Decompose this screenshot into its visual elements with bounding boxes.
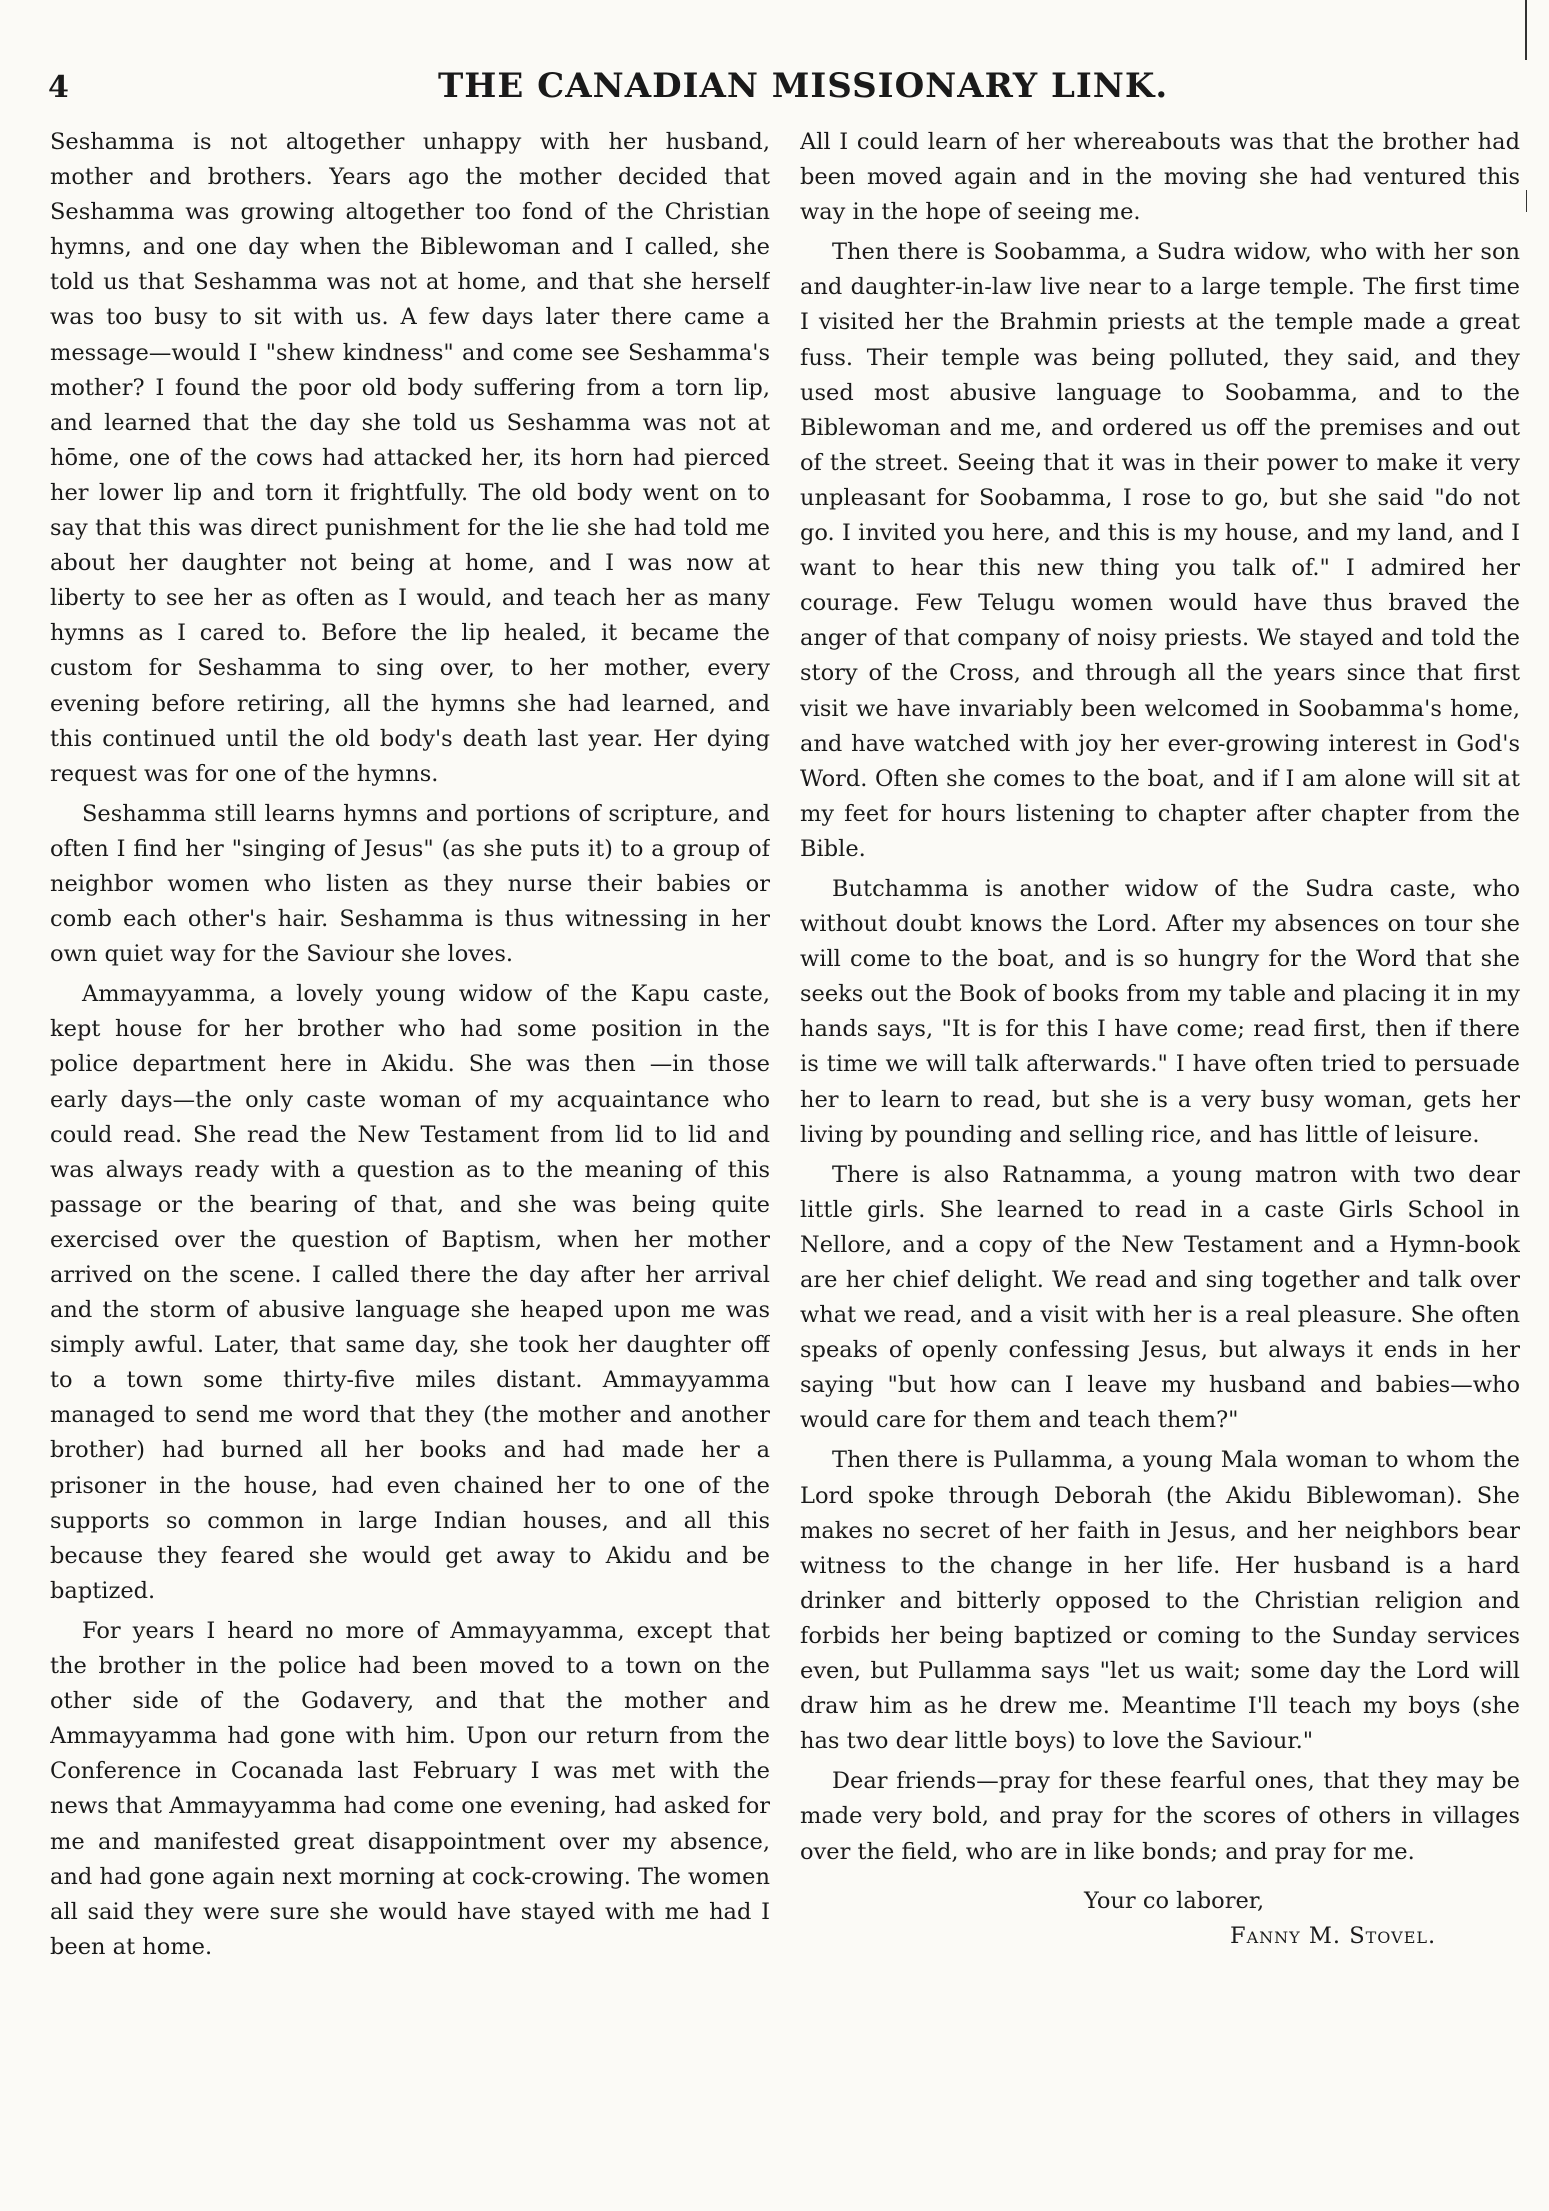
paragraph-butchamma: Butchamma is another widow of the Sudra caste, who without doubt knows the Lord. After my absences on tour she will come to the boat, and is so hungry for the Word that she seeks out the Book of books from my table and placing it in my hands says, "It is for this I have come; read first, then if there is time we will talk afterwards." I have often tried to persuade her to learn to read, but she is a very busy woman, gets her living by pounding and selling rice, and has little of leisure. <box>800 875 1520 1148</box>
paragraph-seshamma-1: Seshamma is not altogether unhappy with her husband, mother and brothers. Years ago the mother decided that Seshamma was growing altogether too fond of the Christian hymns, and one day when the Biblewoman and I called, she told us that Seshamma was not at home, and that she herself was too busy to sit with us. A few days later there came a message—would I "shew kindness" and come see Seshamma's mother? I found the poor old body suffering from a torn lip, and learned that the day she told us Seshamma was not at hōme, one of the cows had attacked her, its horn had pierced her lower lip and torn it frightfully. The old body went on to say that this was direct punishment for the lie she had told me about her daughter not being at home, and I was now at liberty to see her as often as I would, and teach her as many hymns as I cared to. Before the lip healed, it became the custom for Seshamma to sing over, to her mother, every evening before retiring, all the hymns she had learned, and this continued until the old body's death last year. Her dying request was for one of the hymns. <box>50 129 770 787</box>
letter-closing <box>800 1884 1520 1954</box>
paragraph-pullamma: Then there is Pullamma, a young Mala woman to whom the Lord spoke through Deborah (the Akidu Biblewoman). She makes no secret of her faith in Jesus, and her neighbors bear witness to the change in her life. Her husband is a hard drinker and bitterly opposed to the Christian religion and forbids her being baptized or coming to the Sunday services even, but Pullamma says "let us wait; some day the Lord will draw him as he drew me. Meantime I'll teach my boys (she has two dear little boys) to love the Saviour." <box>800 1447 1520 1755</box>
scan-edge-mark <box>1526 190 1527 212</box>
page-header <box>48 62 1169 122</box>
scan-edge-mark <box>1525 0 1527 60</box>
paragraph-ammayyamma-1: Ammayyamma, a lovely young widow of the Kapu caste, kept house for her brother who had some position in the police department here in Akidu. She was then —in those early days—the only caste woman of my acquaintance who could read. She read the New Testament from lid to lid and was always ready with a question as to the meaning of this passage or the bearing of that, and she was being quite exercised over the question of Baptism, when her mother arrived on the scene. I called there the day after her arrival and the storm of abusive language she heaped upon me was simply awful. Later, that same day, she took her daughter off to a town some thirty-five miles distant. Ammayyamma managed to send me word that they (the mother and another brother) had burned all her books and had made her a prisoner in the house, had even chained her to one of the supports so common in large Indian houses, and all this because they feared she would get away to Akidu and be baptized. <box>50 981 770 1604</box>
paragraph-whereabouts: All I could learn of her whereabouts was that the brother had been moved again and in the moving she had ventured this way in the hope of seeing me. <box>800 129 1520 226</box>
left-column <box>50 125 770 2195</box>
paragraph-ammayyamma-2: For years I heard no more of Ammayyamma, except that the brother in the police had been moved to a town on the other side of the Godavery, and that the mother and Ammayyamma had gone with him. Upon our return from the Conference in Cocanada last February I was met with the news that Ammayyamma had come one evening, had asked for me and manifested great disappointment over my absence, and had gone again next morning at cock-crowing. The women all said they were sure she would have stayed with me had I been at home. <box>50 1617 770 1960</box>
page-number: 4 <box>48 70 69 105</box>
right-column <box>800 125 1520 2195</box>
paragraph-soobamma: Then there is Soobamma, a Sudra widow, who with her son and daughter-in-law live near to a large temple. The first time I visited her the Brahmin priests at the temple made a great fuss. Their temple was being polluted, they said, and they used most abusive language to Soobamma, and to the Biblewoman and me, and ordered us off the premises and out of the street. Seeing that it was in their power to make it very unpleasant for Soobamma, I rose to go, but she said "do not go. I invited you here, and this is my house, and my land, and I want to hear this new thing you talk of." I admired her courage. Few Telugu women would have thus braved the anger of that company of noisy priests. We stayed and told the story of the Cross, and through all the years since that first visit we have invariably been welcomed in Soobamma's home, and have watched with joy her ever-growing interest in God's Word. Often she comes to the boat, and if I am alone will sit at my feet for hours listening to chapter after chapter from the Bible. <box>800 239 1520 862</box>
paragraph-ratnamma: There is also Ratnamma, a young matron with two dear little girls. She learned to read in a caste Girls School in Nellore, and a copy of the New Testament and a Hymn-book are her chief delight. We read and sing together and talk over what we read, and a visit with her is a real pleasure. She often speaks of openly confessing Jesus, but always it ends in her saying "but how can I leave my husband and babies—who would care for them and teach them?" <box>800 1161 1520 1434</box>
author-signature: Fanny M. Stovel. <box>1230 1922 1437 1949</box>
journal-title: THE CANADIAN MISSIONARY LINK. <box>438 66 1169 106</box>
closing-salutation: Your co laborer, <box>1084 1887 1265 1914</box>
paragraph-seshamma-2: Seshamma still learns hymns and portions of scripture, and often I find her "singing of Jesus" (as she puts it) to a group of neighbor women who listen as they nurse their babies or comb each other's hair. Seshamma is thus witnessing in her own quiet way for the Saviour she loves. <box>50 800 770 968</box>
paragraph-appeal: Dear friends—pray for these fearful ones, that they may be made very bold, and pray for the scores of others in villages over the field, who are in like bonds; and pray for me. <box>800 1768 1520 1865</box>
